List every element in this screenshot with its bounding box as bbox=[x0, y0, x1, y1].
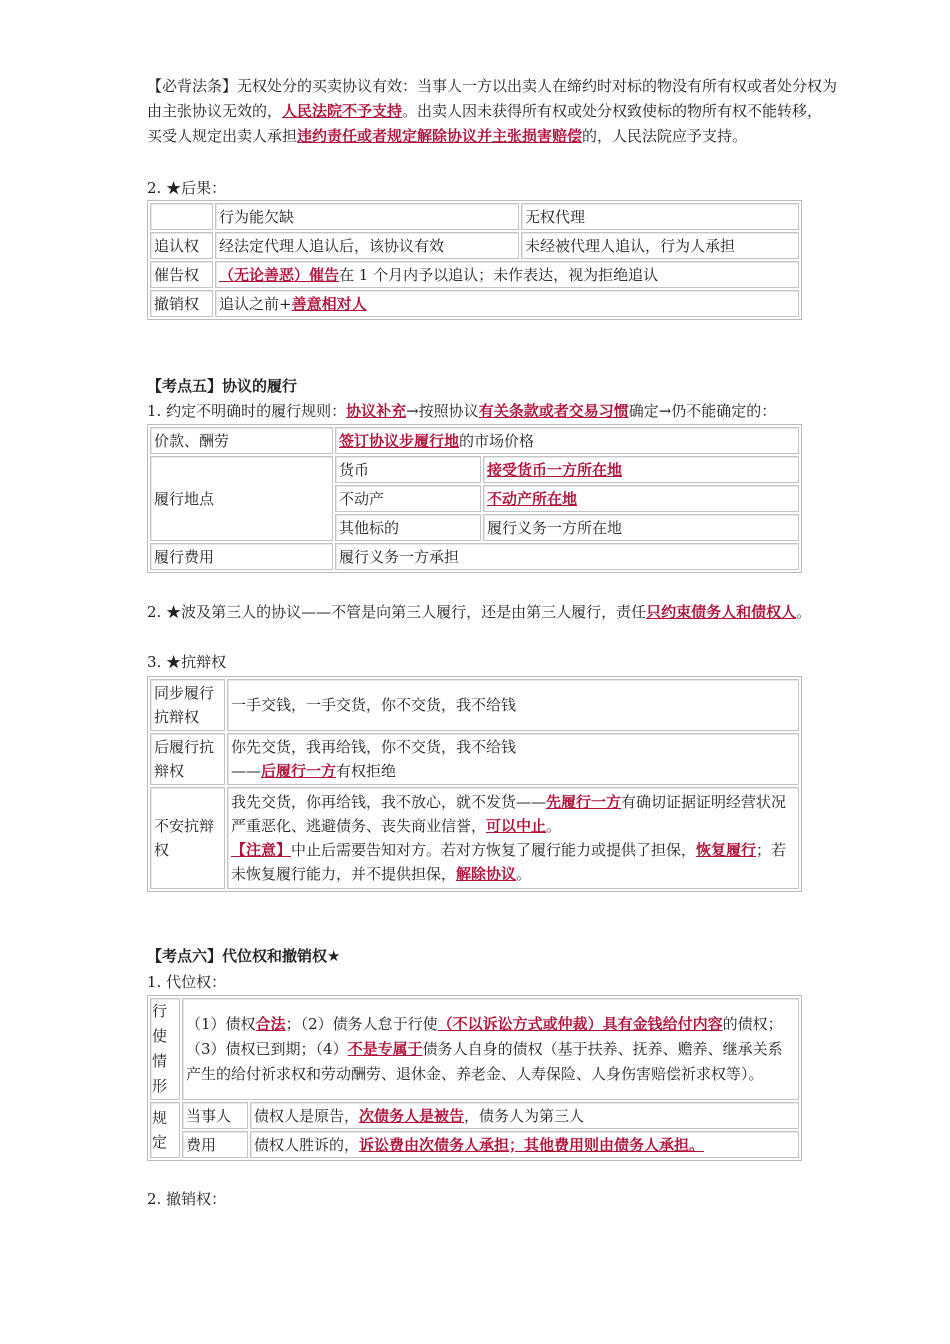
highlight: 善意相对人 bbox=[291, 294, 367, 313]
table-header-cell bbox=[150, 203, 213, 230]
section-5-line-3: 3. ★抗辩权 bbox=[147, 653, 227, 671]
intro-paragraph bbox=[147, 74, 837, 149]
table-cell: 货币 bbox=[335, 456, 481, 483]
table-cell: 接受货币一方所在地 bbox=[483, 456, 799, 483]
table-cell: （1）债权合法；（2）债务人怠于行使（不以诉讼方式或仲裁）具有金钱给付内容的债权；（3）债权已到期；（4）不是专属于债务人自身的债权（基于扶养、抚养、赡养、继承关系产生的给付祈求权和劳动酬劳、退休金、养老金、人寿保险、人身伤害赔偿祈求权等）。 bbox=[182, 998, 799, 1100]
intro-text-2: 。出卖人因未获得所有权或处分权致使标的物所有权不能转移，买受人规定出卖人承担 bbox=[147, 102, 823, 145]
table-cell: 未经被代理人追认，行为人承担 bbox=[521, 232, 799, 259]
consequence-table bbox=[147, 200, 802, 320]
table-cell: 不动产所在地 bbox=[483, 485, 799, 512]
table-cell: 催告权 bbox=[150, 261, 213, 288]
performance-table bbox=[147, 424, 802, 573]
intro-text-1: 【必背法条】无权处分的买卖协议有效：当事人一方以出卖人在缔约时对标的物没有所有权或者处分权为由主张协议无效的， bbox=[147, 77, 838, 120]
table-cell: 债权人胜诉的，诉讼费由次债务人承担；其他费用则由债务人承担。 bbox=[250, 1131, 799, 1158]
table-cell: 你先交货，我再给钱，你不交货，我不给钱 ——后履行一方有权拒绝 bbox=[227, 733, 799, 785]
intro-text-3: 的，人民法院应予支持。 bbox=[582, 127, 748, 145]
intro-highlight-1: 人民法院不予支持 bbox=[282, 102, 403, 120]
table-cell: 签订协议步履行地的市场价格 bbox=[335, 427, 799, 454]
consequence-heading: 2. ★后果： bbox=[147, 179, 227, 197]
table-cell: 其他标的 bbox=[335, 514, 481, 541]
subrogation-table bbox=[147, 995, 802, 1161]
table-cell: 撤销权 bbox=[150, 290, 213, 317]
table-header-cell: 行为能欠缺 bbox=[215, 203, 519, 230]
table-cell: 履行地点 bbox=[150, 456, 333, 541]
table-cell: 履行义务一方承担 bbox=[335, 543, 799, 570]
table-cell: 履行义务一方所在地 bbox=[483, 514, 799, 541]
table-cell: 债权人是原告，次债务人是被告，债务人为第三人 bbox=[250, 1102, 799, 1129]
intro-highlight-2: 违约责任或者规定解除协议并主张损害赔偿 bbox=[297, 127, 583, 145]
table-cell: 经法定代理人追认后，该协议有效 bbox=[215, 232, 519, 259]
section-6-title: 【考点六】代位权和撤销权★ bbox=[147, 947, 341, 965]
section-6-line-2: 2. 撤销权： bbox=[147, 1190, 227, 1208]
section-5-line-2: 2. ★波及第三人的协议——不管是向第三人履行，还是由第三人履行，责任只约束债务人和债权人。 bbox=[147, 603, 812, 621]
table-cell: 追认之前+善意相对人 bbox=[215, 290, 799, 317]
highlight: （无论善恶）催告 bbox=[219, 265, 340, 284]
note-label: 【注意】 bbox=[231, 841, 292, 859]
table-cell: 履行费用 bbox=[150, 543, 333, 570]
table-cell: 一手交钱，一手交货，你不交货，我不给钱 bbox=[227, 679, 799, 731]
table-cell: 同步履行抗辩权 bbox=[150, 679, 225, 731]
defense-table bbox=[147, 676, 802, 892]
table-cell: 费用 bbox=[182, 1131, 248, 1158]
table-cell: （无论善恶）催告在 1 个月内予以追认；未作表达，视为拒绝追认 bbox=[215, 261, 799, 288]
table-cell: 行使情形 bbox=[150, 998, 180, 1100]
table-header-cell: 无权代理 bbox=[521, 203, 799, 230]
table-cell: 不安抗辩权 bbox=[150, 787, 225, 889]
section-5-title: 【考点五】协议的履行 bbox=[147, 377, 298, 395]
table-cell: 价款、酬劳 bbox=[150, 427, 333, 454]
table-cell: 我先交货，你再给钱，我不放心，就不发货——先履行一方有确切证据证明经营状况严重恶化、逃避债务、丧失商业信誉，可以中止。 【注意】中止后需要告知对方。若对方恢复了履行能力或提供了担保，恢复履行；若未恢复履行能力，并不提供担保，解除协议。 bbox=[227, 787, 799, 889]
table-cell: 追认权 bbox=[150, 232, 213, 259]
section-6-line-1: 1. 代位权： bbox=[147, 973, 227, 991]
section-5-line-1: 1. 约定不明确时的履行规则：协议补充→按照协议有关条款或者交易习惯确定→仍不能确定的： bbox=[147, 402, 777, 420]
table-cell: 后履行抗辩权 bbox=[150, 733, 225, 785]
table-cell: 规定 bbox=[150, 1102, 180, 1158]
table-cell: 不动产 bbox=[335, 485, 481, 512]
table-cell: 当事人 bbox=[182, 1102, 248, 1129]
